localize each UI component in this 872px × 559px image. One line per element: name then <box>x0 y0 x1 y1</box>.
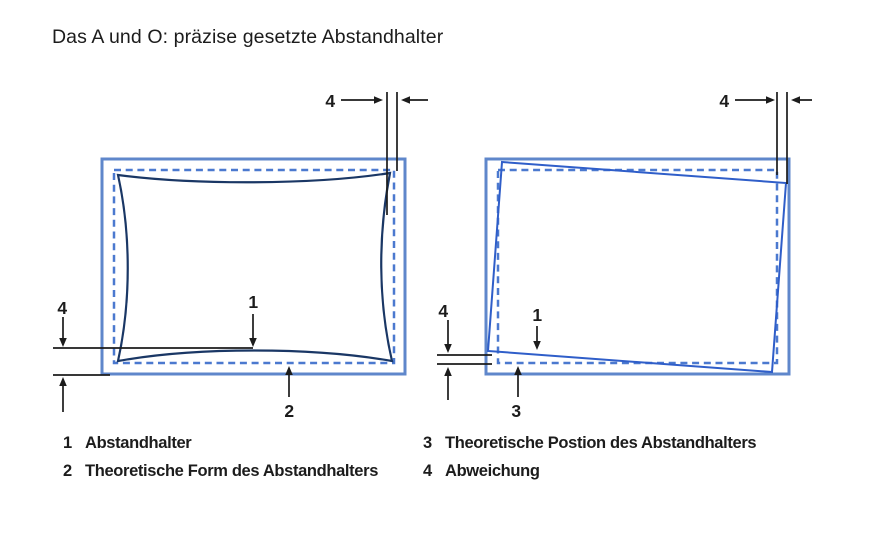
legend-number: 3 <box>423 433 432 452</box>
right-actual-spacer-shape <box>488 162 786 372</box>
diagram-position-deviation <box>437 91 812 421</box>
legend-column-left <box>63 429 378 485</box>
right-theoretical-position-dashed-frame <box>498 170 777 363</box>
left-theoretical-form-dashed-frame <box>114 170 394 363</box>
left-top-deviation-label: 4 <box>325 91 335 111</box>
left-spacer-callout-label: 1 <box>248 292 258 312</box>
right-side-deviation-label: 4 <box>438 301 448 321</box>
legend-number: 4 <box>423 461 432 480</box>
legend-number: 1 <box>63 433 72 452</box>
legend-label: Theoretische Form des Abstandhalters <box>85 461 379 480</box>
legend-item-theoretische-position <box>423 429 756 457</box>
right-spacer-callout-label: 1 <box>532 305 542 325</box>
legend-label: Theoretische Postion des Abstandhalters <box>445 433 757 452</box>
diagram-form-deviation <box>53 91 428 421</box>
left-actual-spacer-shape <box>118 173 392 361</box>
left-side-deviation-label: 4 <box>57 298 67 318</box>
legend-label: Abstandhalter <box>85 433 192 452</box>
legend-item-abstandhalter <box>63 429 378 457</box>
legend-item-theoretische-form <box>63 457 378 485</box>
left-arrowheads <box>59 96 410 386</box>
legend-label: Abweichung <box>445 461 540 480</box>
right-top-deviation-label: 4 <box>719 91 729 111</box>
legend-column-right <box>423 429 756 485</box>
left-form-callout-label: 2 <box>284 401 294 421</box>
right-position-callout-label: 3 <box>511 401 521 421</box>
right-outer-frame <box>486 159 789 374</box>
legend-item-abweichung <box>423 457 756 485</box>
legend-number: 2 <box>63 461 72 480</box>
right-dimension-lines <box>437 92 812 400</box>
page-title: Das A und O: präzise gesetzte Abstandhalter <box>52 26 444 48</box>
